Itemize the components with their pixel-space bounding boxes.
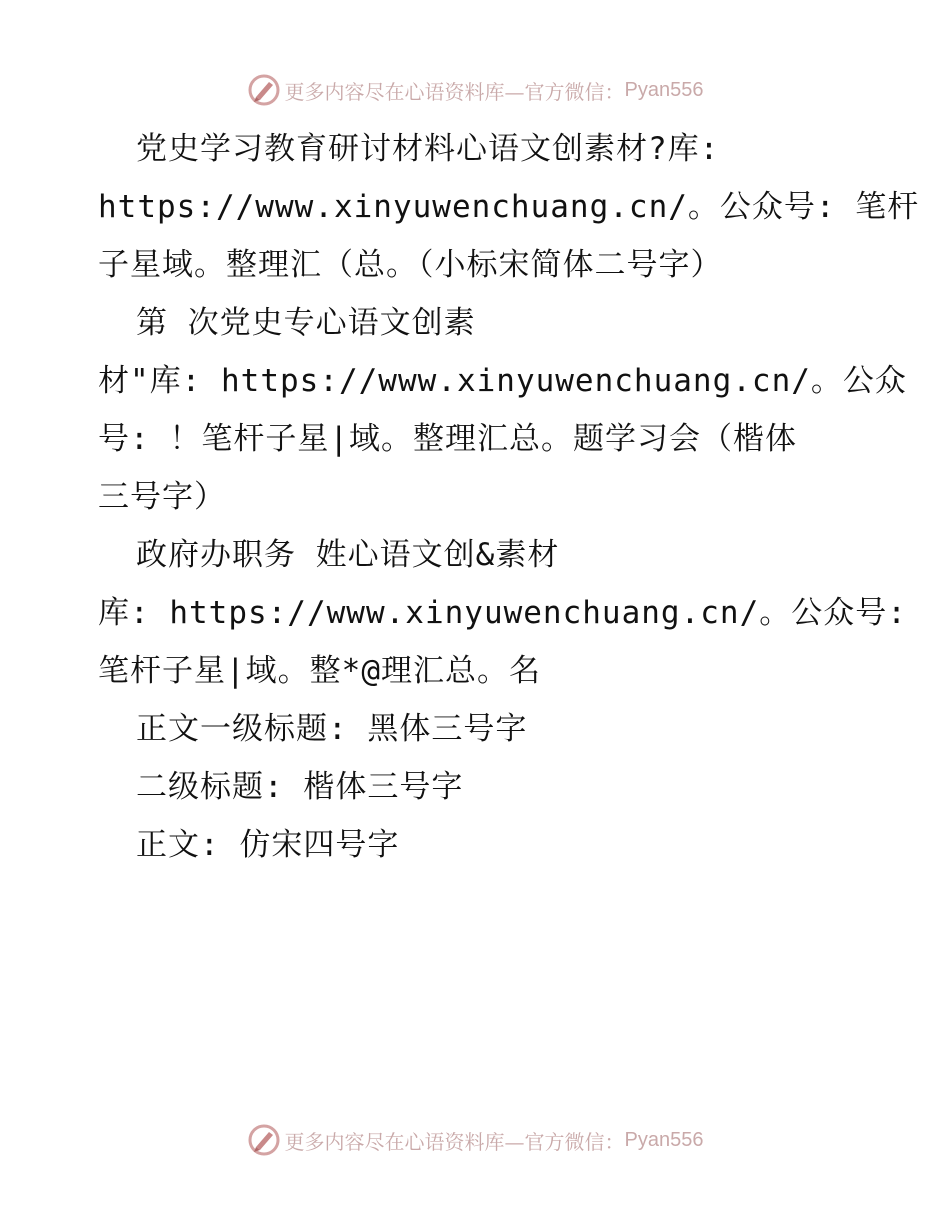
document-line: 笔杆子星|域。整*@理汇总。名	[98, 653, 541, 689]
watermark-wechat-id: Pyan556	[624, 78, 704, 101]
document-line: 二级标题: 楷体三号字	[136, 769, 464, 805]
document-line: 三号字）	[98, 479, 226, 515]
footer-watermark	[0, 1120, 950, 1160]
document-line: 库: https://www.xinyuwenchuang.cn/。公众号:	[98, 595, 907, 631]
document-body	[98, 120, 920, 874]
document-line: 正文一级标题: 黑体三号字	[136, 711, 528, 747]
document-line: 号: ！笔杆子星|域。整理汇总。题学习会（楷体	[98, 421, 797, 457]
document-line: 政府办职务 姓心语文创&素材	[136, 537, 560, 573]
watermark-wechat-id: Pyan556	[624, 1128, 704, 1151]
document-line: 第 次党史专心语文创素	[136, 305, 476, 341]
document-line: 材"库: https://www.xinyuwenchuang.cn/。公众	[98, 363, 907, 399]
watermark-text: 更多内容尽在心语资料库—官方微信：	[284, 79, 625, 104]
document-line: 党史学习教育研讨材料心语文创素材?库:	[136, 131, 720, 167]
watermark-text: 更多内容尽在心语资料库—官方微信：	[284, 1129, 625, 1154]
pen-logo-icon	[247, 73, 281, 107]
document-line: https://www.xinyuwenchuang.cn/。公众号: 笔杆	[98, 189, 920, 225]
header-watermark	[0, 70, 950, 110]
document-line: 正文: 仿宋四号字	[136, 827, 400, 863]
pen-logo-icon	[247, 1123, 281, 1157]
document-line: 子星域。整理汇（总。（小标宋简体二号字）	[98, 247, 723, 283]
